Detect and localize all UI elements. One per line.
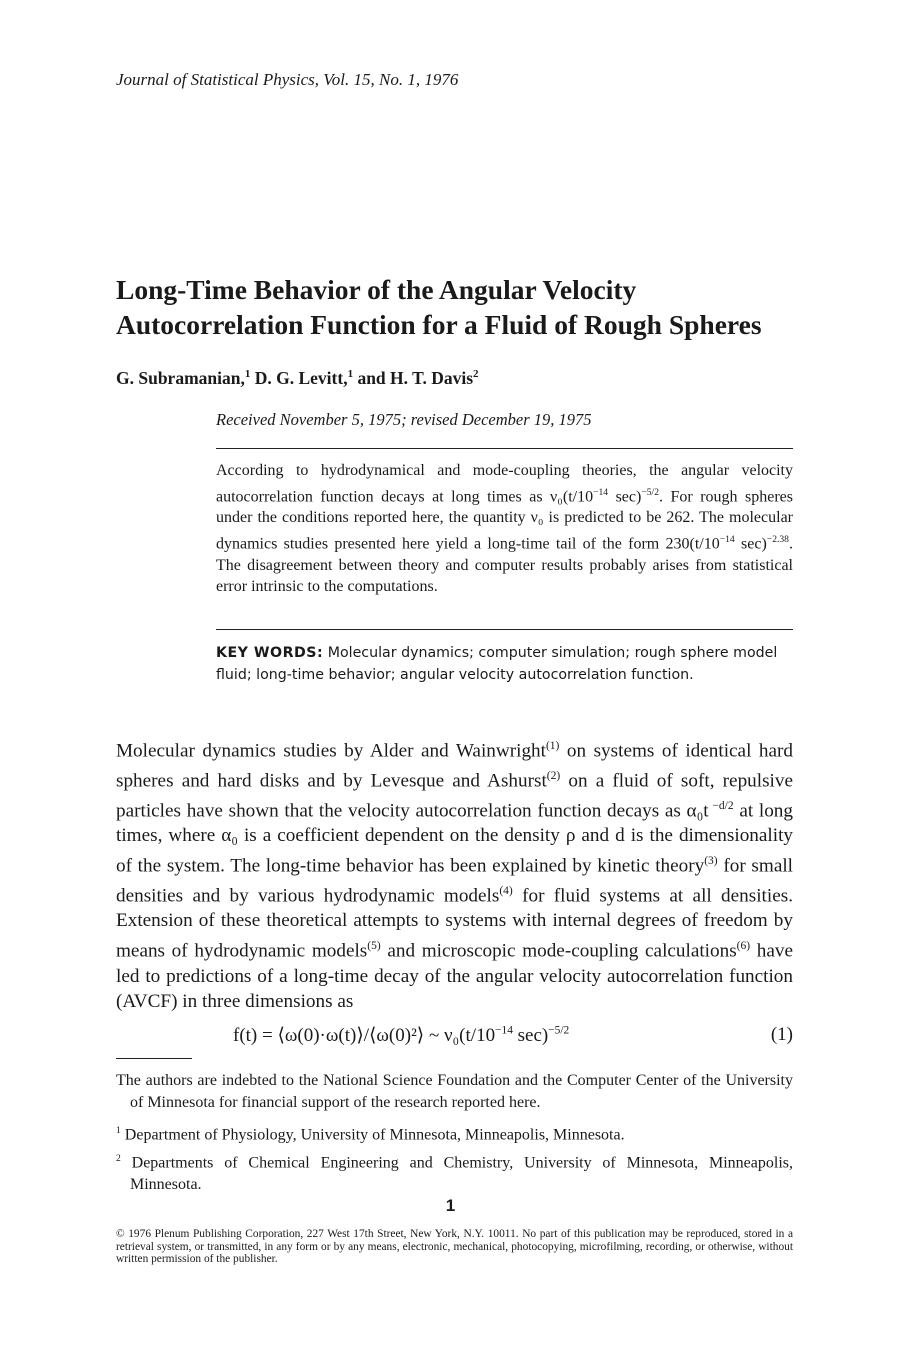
footnotes xyxy=(116,1070,793,1195)
body-text: and microscopic mode-coupling calculations xyxy=(380,940,737,962)
body-text: on a fluid of soft, repulsive particles have shown that the velocity autocorrelation function decays as α₀t xyxy=(116,770,794,821)
abstract-exponent: −5/2 xyxy=(641,486,660,498)
affiliation-mark: 1 xyxy=(244,368,251,381)
title-line-2: Autocorrelation Function for a Fluid of Rough Spheres xyxy=(116,309,762,340)
abstract-formula: sec) xyxy=(734,535,767,553)
equation-text: sec) xyxy=(512,1025,549,1046)
body-text: at long times, where α₀ is a coefficient dependent on the density ρ and d is the dimensionality of the system. The long-time behavior has been explained by kinetic theory xyxy=(116,799,793,877)
abstract-exponent: −14 xyxy=(593,486,609,498)
body-exponent: −d/2 xyxy=(708,799,734,812)
footnote-text: Departments of Chemical Engineering and Chemistry, University of Minnesota, Minneapolis, Minnesota. xyxy=(120,1154,793,1193)
citation-ref[interactable]: (1) xyxy=(545,740,560,752)
equation-1 xyxy=(116,1020,793,1050)
journal-header: Journal of Statistical Physics, Vol. 15, No. 1, 1976 xyxy=(116,70,459,89)
footnote-rule xyxy=(116,1058,192,1059)
footnote-1 xyxy=(116,1120,793,1146)
abstract-text: According to hydrodynamical and mode-coupling theories, the angular velocity autocorrelation function decays at long times as xyxy=(216,462,793,505)
abstract xyxy=(216,460,793,598)
footnote-text: Department of Physiology, University of Minnesota, Minneapolis, Minnesota. xyxy=(120,1126,625,1144)
body-text: Molecular dynamics studies by Alder and Wainwright xyxy=(116,740,546,762)
footnote-mark: 2 xyxy=(116,1152,121,1164)
abstract-text: . For rough spheres under the conditions reported here, the quantity ν₀ is predicted to be 262. The molecular dynamics studies presented here yield a long-time tail of the form 230(t/10 xyxy=(216,487,793,553)
body-text: for small densities and by various hydrodynamic models xyxy=(116,855,793,906)
abstract-exponent: −14 xyxy=(719,533,735,545)
citation-ref[interactable]: (5) xyxy=(367,939,381,952)
received-dates: Received November 5, 1975; revised December 19, 1975 xyxy=(216,410,592,429)
abstract-top-rule xyxy=(216,448,793,449)
citation-ref[interactable]: (6) xyxy=(736,939,751,952)
affiliation-mark: 2 xyxy=(473,368,479,381)
author-name: G. Subramanian, xyxy=(116,368,245,388)
author-list xyxy=(116,368,479,389)
paper-title xyxy=(116,272,816,342)
abstract-formula: sec) xyxy=(608,487,642,505)
author-name: and H. T. Davis xyxy=(357,368,474,388)
citation-ref[interactable]: (4) xyxy=(499,884,513,897)
keywords-text: Molecular dynamics; computer simulation; rough sphere model fluid; long-time behavior; angular velocity autocorrelation function. xyxy=(216,645,778,683)
keywords-label: KEY WORDS: xyxy=(216,645,324,661)
page-number: 1 xyxy=(445,1196,456,1215)
abstract-formula: ν₀(t/10 xyxy=(550,487,594,505)
equation-exponent: −5/2 xyxy=(548,1024,570,1037)
footnote-2 xyxy=(116,1148,793,1195)
abstract-text: . The disagreement between theory and computer results probably arises from statistical error intrinsic to the computations. xyxy=(216,535,793,596)
keywords-top-rule xyxy=(216,629,793,630)
equation-formula xyxy=(233,1024,569,1047)
body-text: for fluid systems at all densities. Extension of these theoretical attempts to systems with internal degrees of freedom by means of hydrodynamic models xyxy=(116,884,793,962)
equation-exponent: −14 xyxy=(495,1024,513,1037)
abstract-exponent: −2.38 xyxy=(766,533,789,545)
body-text: have led to predictions of a long-time decay of the angular velocity autocorrelation function (AVCF) in three dimensions as xyxy=(116,940,793,1012)
copyright-notice: © 1976 Plenum Publishing Corporation, 227 West 17th Street, New York, N.Y. 10011. No part of this publication may be reproduced, stored in a retrieval system, or transmitted, in any form or by any means, electronic, mechanical, photocopying, microfilming, recording, or otherwise, without written permission of the publisher. xyxy=(116,1228,793,1266)
author-name: D. G. Levitt, xyxy=(254,368,348,388)
affiliation-mark: 1 xyxy=(347,368,354,381)
equation-number: (1) xyxy=(770,1024,793,1045)
keywords xyxy=(216,642,793,686)
acknowledgment-footnote: The authors are indebted to the National Science Foundation and the Computer Center of the University of Minnesota for financial support of the research reported here. xyxy=(116,1072,793,1111)
equation-text: f(t) = ⟨ω(0)·ω(t)⟩/⟨ω(0)²⟩ ~ ν₀(t/10 xyxy=(233,1025,496,1046)
title-line-1: Long-Time Behavior of the Angular Velocity xyxy=(116,274,637,305)
footnote-mark: 1 xyxy=(116,1125,121,1136)
body-text: on systems of identical hard spheres and hard disks and by Levesque and Ashurst xyxy=(116,740,793,792)
citation-ref[interactable]: (2) xyxy=(546,769,561,782)
body-paragraph xyxy=(116,734,793,1014)
citation-ref[interactable]: (3) xyxy=(704,854,718,867)
